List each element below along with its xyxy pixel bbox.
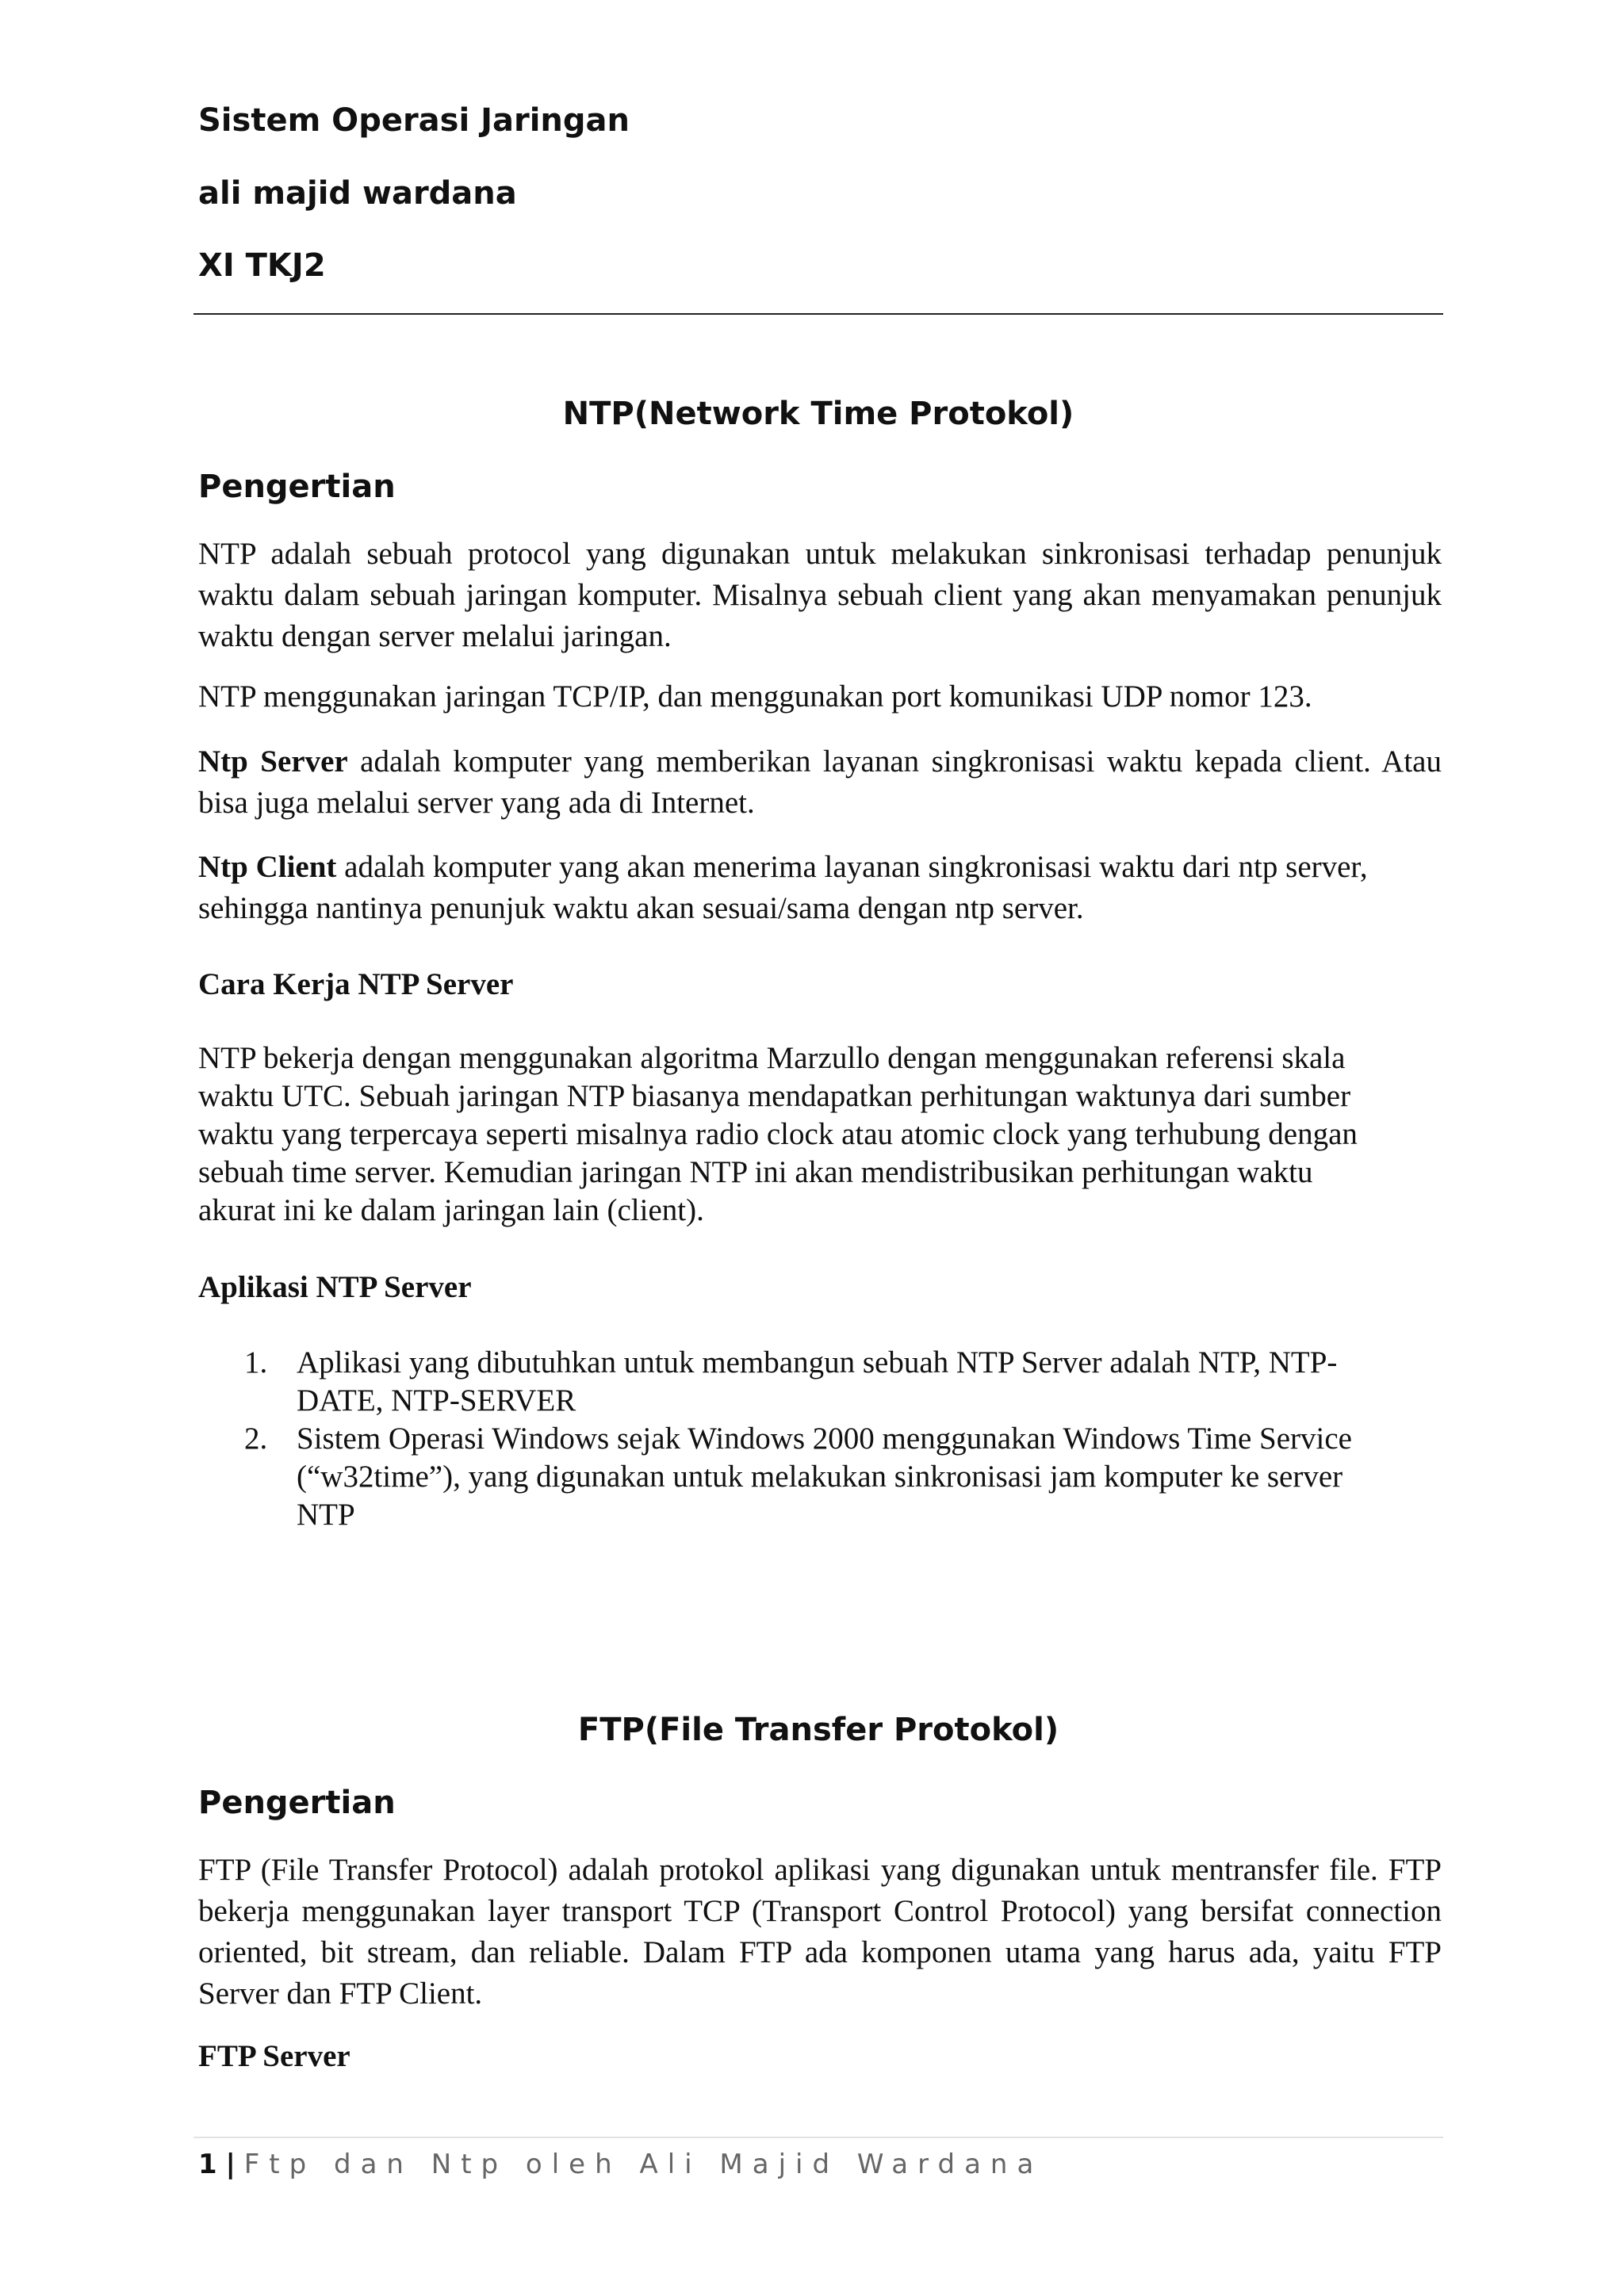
ftp-definition-paragraph: FTP (File Transfer Protocol) adalah protokol aplikasi yang digunakan untuk mentransfer file. FTP bekerja menggunakan layer transport TCP (Transport Control Protocol) yang bersifat connection oriented, bit stream, dan reliable. Dalam FTP ada komponen utama yang harus ada, yaitu FTP Server dan FTP Client. bbox=[198, 1853, 1442, 2011]
cara-kerja-line: sebuah time server. Kemudian jaringan NTP ini akan mendistribusikan perhitungan waktu bbox=[198, 1155, 1313, 1189]
class-name: XI TKJ2 bbox=[198, 247, 326, 284]
page-footer bbox=[198, 2147, 1043, 2182]
ntp-aplikasi-list bbox=[198, 1344, 1442, 1534]
list-item-number: 1. bbox=[244, 1345, 268, 1380]
ntp-aplikasi-heading: Aplikasi NTP Server bbox=[198, 1270, 472, 1304]
course-name: Sistem Operasi Jaringan bbox=[198, 102, 630, 139]
cara-kerja-line: waktu yang terpercaya seperti misalnya radio clock atau atomic clock yang terhubung dengan bbox=[198, 1117, 1358, 1151]
list-item-line: DATE, NTP-SERVER bbox=[297, 1383, 576, 1418]
list-item-number: 2. bbox=[244, 1422, 268, 1456]
ftp-server-heading: FTP Server bbox=[198, 2039, 350, 2073]
list-item-line: Aplikasi yang dibutuhkan untuk membangun sebuah NTP Server adalah NTP, NTP- bbox=[297, 1345, 1338, 1380]
student-name: ali majid wardana bbox=[198, 175, 517, 212]
footer-divider bbox=[193, 2137, 1443, 2138]
ntp-definition-paragraph: NTP adalah sebuah protocol yang digunakan untuk melakukan sinkronisasi terhadap penunjuk waktu dalam sebuah jaringan komputer. Misalnya sebuah client yang akan menyamakan penunjuk waktu dengan server melalui jaringan. bbox=[198, 537, 1442, 653]
list-item-line: Sistem Operasi Windows sejak Windows 2000 menggunakan Windows Time Service bbox=[297, 1422, 1352, 1456]
footer-separator: | bbox=[225, 2149, 236, 2180]
page-number: 1 bbox=[198, 2149, 217, 2180]
list-item-line: NTP bbox=[297, 1498, 355, 1532]
header-divider bbox=[193, 313, 1443, 315]
ntp-client-term: Ntp Client bbox=[198, 850, 337, 884]
ntp-pengertian-heading: Pengertian bbox=[198, 469, 396, 505]
cara-kerja-line: akurat ini ke dalam jaringan lain (client). bbox=[198, 1193, 704, 1227]
cara-kerja-line: waktu UTC. Sebuah jaringan NTP biasanya mendapatkan perhitungan waktunya dari sumber bbox=[198, 1079, 1351, 1113]
ntp-client-definition: adalah komputer yang akan menerima layanan singkronisasi waktu dari ntp server, sehingga nantinya penunjuk waktu akan sesuai/sama dengan ntp server. bbox=[198, 850, 1368, 925]
ntp-cara-kerja-paragraph bbox=[198, 1039, 1442, 1230]
ntp-port-paragraph: NTP menggunakan jaringan TCP/IP, dan menggunakan port komunikasi UDP nomor 123. bbox=[198, 679, 1312, 714]
list-item bbox=[198, 1420, 1442, 1534]
footer-text: Ftp dan Ntp oleh Ali Majid Wardana bbox=[243, 2149, 1044, 2180]
ntp-client-paragraph bbox=[198, 847, 1442, 929]
list-item bbox=[198, 1344, 1442, 1420]
ntp-server-definition: adalah komputer yang memberikan layanan singkronisasi waktu kepada client. Atau bisa juga melalui server yang ada di Internet. bbox=[198, 744, 1442, 820]
ntp-cara-kerja-heading: Cara Kerja NTP Server bbox=[198, 967, 514, 1001]
cara-kerja-line: NTP bekerja dengan menggunakan algoritma Marzullo dengan menggunakan referensi skala bbox=[198, 1041, 1346, 1075]
ftp-title: FTP(File Transfer Protokol) bbox=[577, 1712, 1059, 1748]
ftp-pengertian-heading: Pengertian bbox=[198, 1785, 396, 1821]
ntp-server-term: Ntp Server bbox=[198, 744, 348, 779]
ntp-title: NTP(Network Time Protokol) bbox=[562, 396, 1074, 432]
list-item-line: (“w32time”), yang digunakan untuk melakukan sinkronisasi jam komputer ke server bbox=[297, 1460, 1343, 1494]
ntp-server-paragraph bbox=[198, 741, 1442, 824]
